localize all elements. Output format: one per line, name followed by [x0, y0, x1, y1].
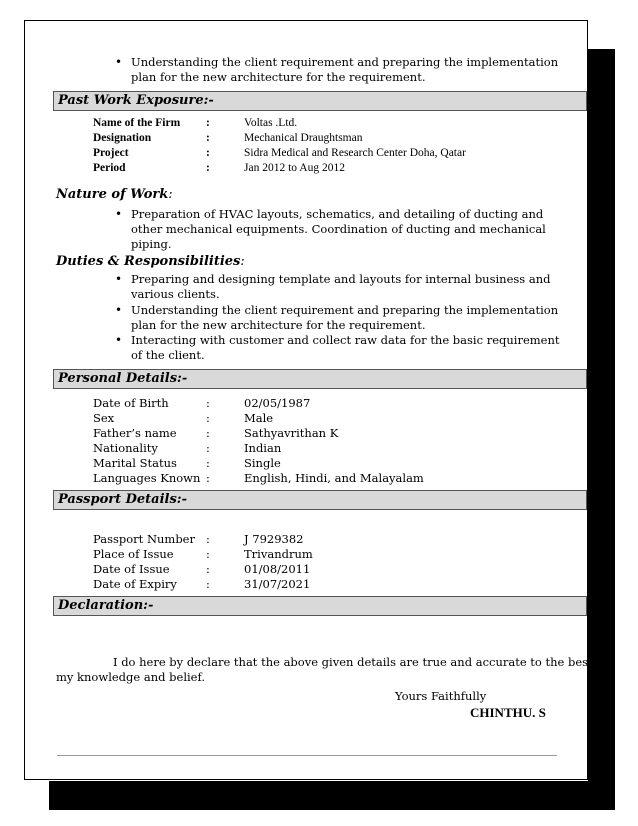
list-item — [115, 333, 565, 363]
row-value: Voltas .Ltd. — [244, 117, 298, 129]
row-label: Project — [93, 147, 129, 159]
row-label: Sex — [93, 411, 115, 425]
list-item — [115, 272, 565, 302]
row-separator: : — [206, 471, 210, 485]
bullet-icon: • — [115, 207, 123, 221]
section-declaration — [53, 596, 587, 616]
row-value: Male — [244, 411, 274, 425]
row-value: Single — [244, 456, 281, 470]
row-separator: : — [206, 162, 210, 174]
list-item — [115, 207, 565, 252]
row-value: 31/07/2021 — [244, 577, 311, 591]
bullet-text: Preparation of HVAC layouts, schematics, and detailing of ducting and other mechanical equipments. Coordination of ducting and mechanical piping. — [131, 207, 546, 251]
row-label: Period — [93, 162, 126, 174]
heading-suffix: : — [168, 187, 173, 202]
bullet-icon: • — [115, 303, 123, 317]
section-title: Passport Details:- — [58, 492, 187, 507]
row-separator: : — [206, 132, 210, 144]
row-separator: : — [206, 547, 210, 561]
bullet-icon: • — [115, 55, 123, 69]
row-value: J 7929382 — [244, 532, 304, 546]
row-separator: : — [206, 456, 210, 470]
row-label: Designation — [93, 132, 152, 144]
section-past-work — [53, 91, 587, 111]
row-separator: : — [206, 577, 210, 591]
row-label: Nationality — [93, 441, 158, 455]
bullet-icon: • — [115, 333, 123, 347]
list-item — [115, 55, 565, 85]
row-value: Sidra Medical and Research Center Doha, Qatar — [244, 147, 466, 159]
row-value: Trivandrum — [244, 547, 313, 561]
heading-text: Duties & Responsibilities — [56, 254, 241, 269]
closing-text: Yours Faithfully — [395, 689, 487, 703]
signature-name: CHINTHU. S — [470, 705, 546, 720]
declaration-text-line2: my knowledge and belief. — [56, 670, 205, 684]
nature-of-work-heading — [56, 187, 173, 202]
heading-text: Nature of Work — [56, 187, 169, 202]
row-separator: : — [206, 117, 210, 129]
bullet-text: Understanding the client requirement and preparing the implementation plan for the new architecture for the requirement. — [131, 55, 559, 84]
row-label: Languages Known — [93, 471, 201, 485]
row-separator: : — [206, 147, 210, 159]
section-title: Personal Details:- — [58, 371, 188, 386]
resume-page — [24, 20, 608, 780]
row-label: Date of Expiry — [93, 577, 177, 591]
row-separator: : — [206, 562, 210, 576]
section-title: Past Work Exposure:- — [58, 93, 214, 108]
row-value: English, Hindi, and Malayalam — [244, 471, 424, 485]
section-title: Declaration:- — [58, 598, 154, 613]
row-label: Passport Number — [93, 532, 195, 546]
row-label: Date of Birth — [93, 396, 169, 410]
row-label: Date of Issue — [93, 562, 170, 576]
row-label: Name of the Firm — [93, 117, 181, 129]
bullet-icon: • — [115, 272, 123, 286]
row-separator: : — [206, 426, 210, 440]
row-value: Indian — [244, 441, 282, 455]
row-separator: : — [206, 411, 210, 425]
footer-divider — [57, 755, 557, 756]
row-separator: : — [206, 396, 210, 410]
row-value: Sathyavrithan K — [244, 426, 339, 440]
row-value: 02/05/1987 — [244, 396, 311, 410]
row-value: Jan 2012 to Aug 2012 — [244, 162, 345, 174]
row-value: Mechanical Draughtsman — [244, 132, 363, 144]
row-label: Father’s name — [93, 426, 177, 440]
list-item — [115, 303, 565, 333]
row-label: Marital Status — [93, 456, 177, 470]
bullet-text: Understanding the client requirement and preparing the implementation plan for the new architecture for the requirement. — [131, 303, 559, 332]
page-shadow-right — [588, 49, 615, 810]
heading-suffix: : — [240, 254, 245, 269]
row-label: Place of Issue — [93, 547, 174, 561]
row-separator: : — [206, 441, 210, 455]
duties-heading — [56, 254, 245, 269]
section-passport-details — [53, 490, 587, 510]
section-personal-details — [53, 369, 587, 389]
bullet-text: Interacting with customer and collect raw data for the basic requirement of the client. — [131, 333, 560, 362]
bullet-text: Preparing and designing template and layouts for internal business and various clients. — [131, 272, 551, 301]
declaration-text-line1: I do here by declare that the above given details are true and accurate to the best of — [113, 655, 608, 669]
page-shadow-bottom — [49, 781, 615, 810]
row-separator: : — [206, 532, 210, 546]
row-value: 01/08/2011 — [244, 562, 311, 576]
